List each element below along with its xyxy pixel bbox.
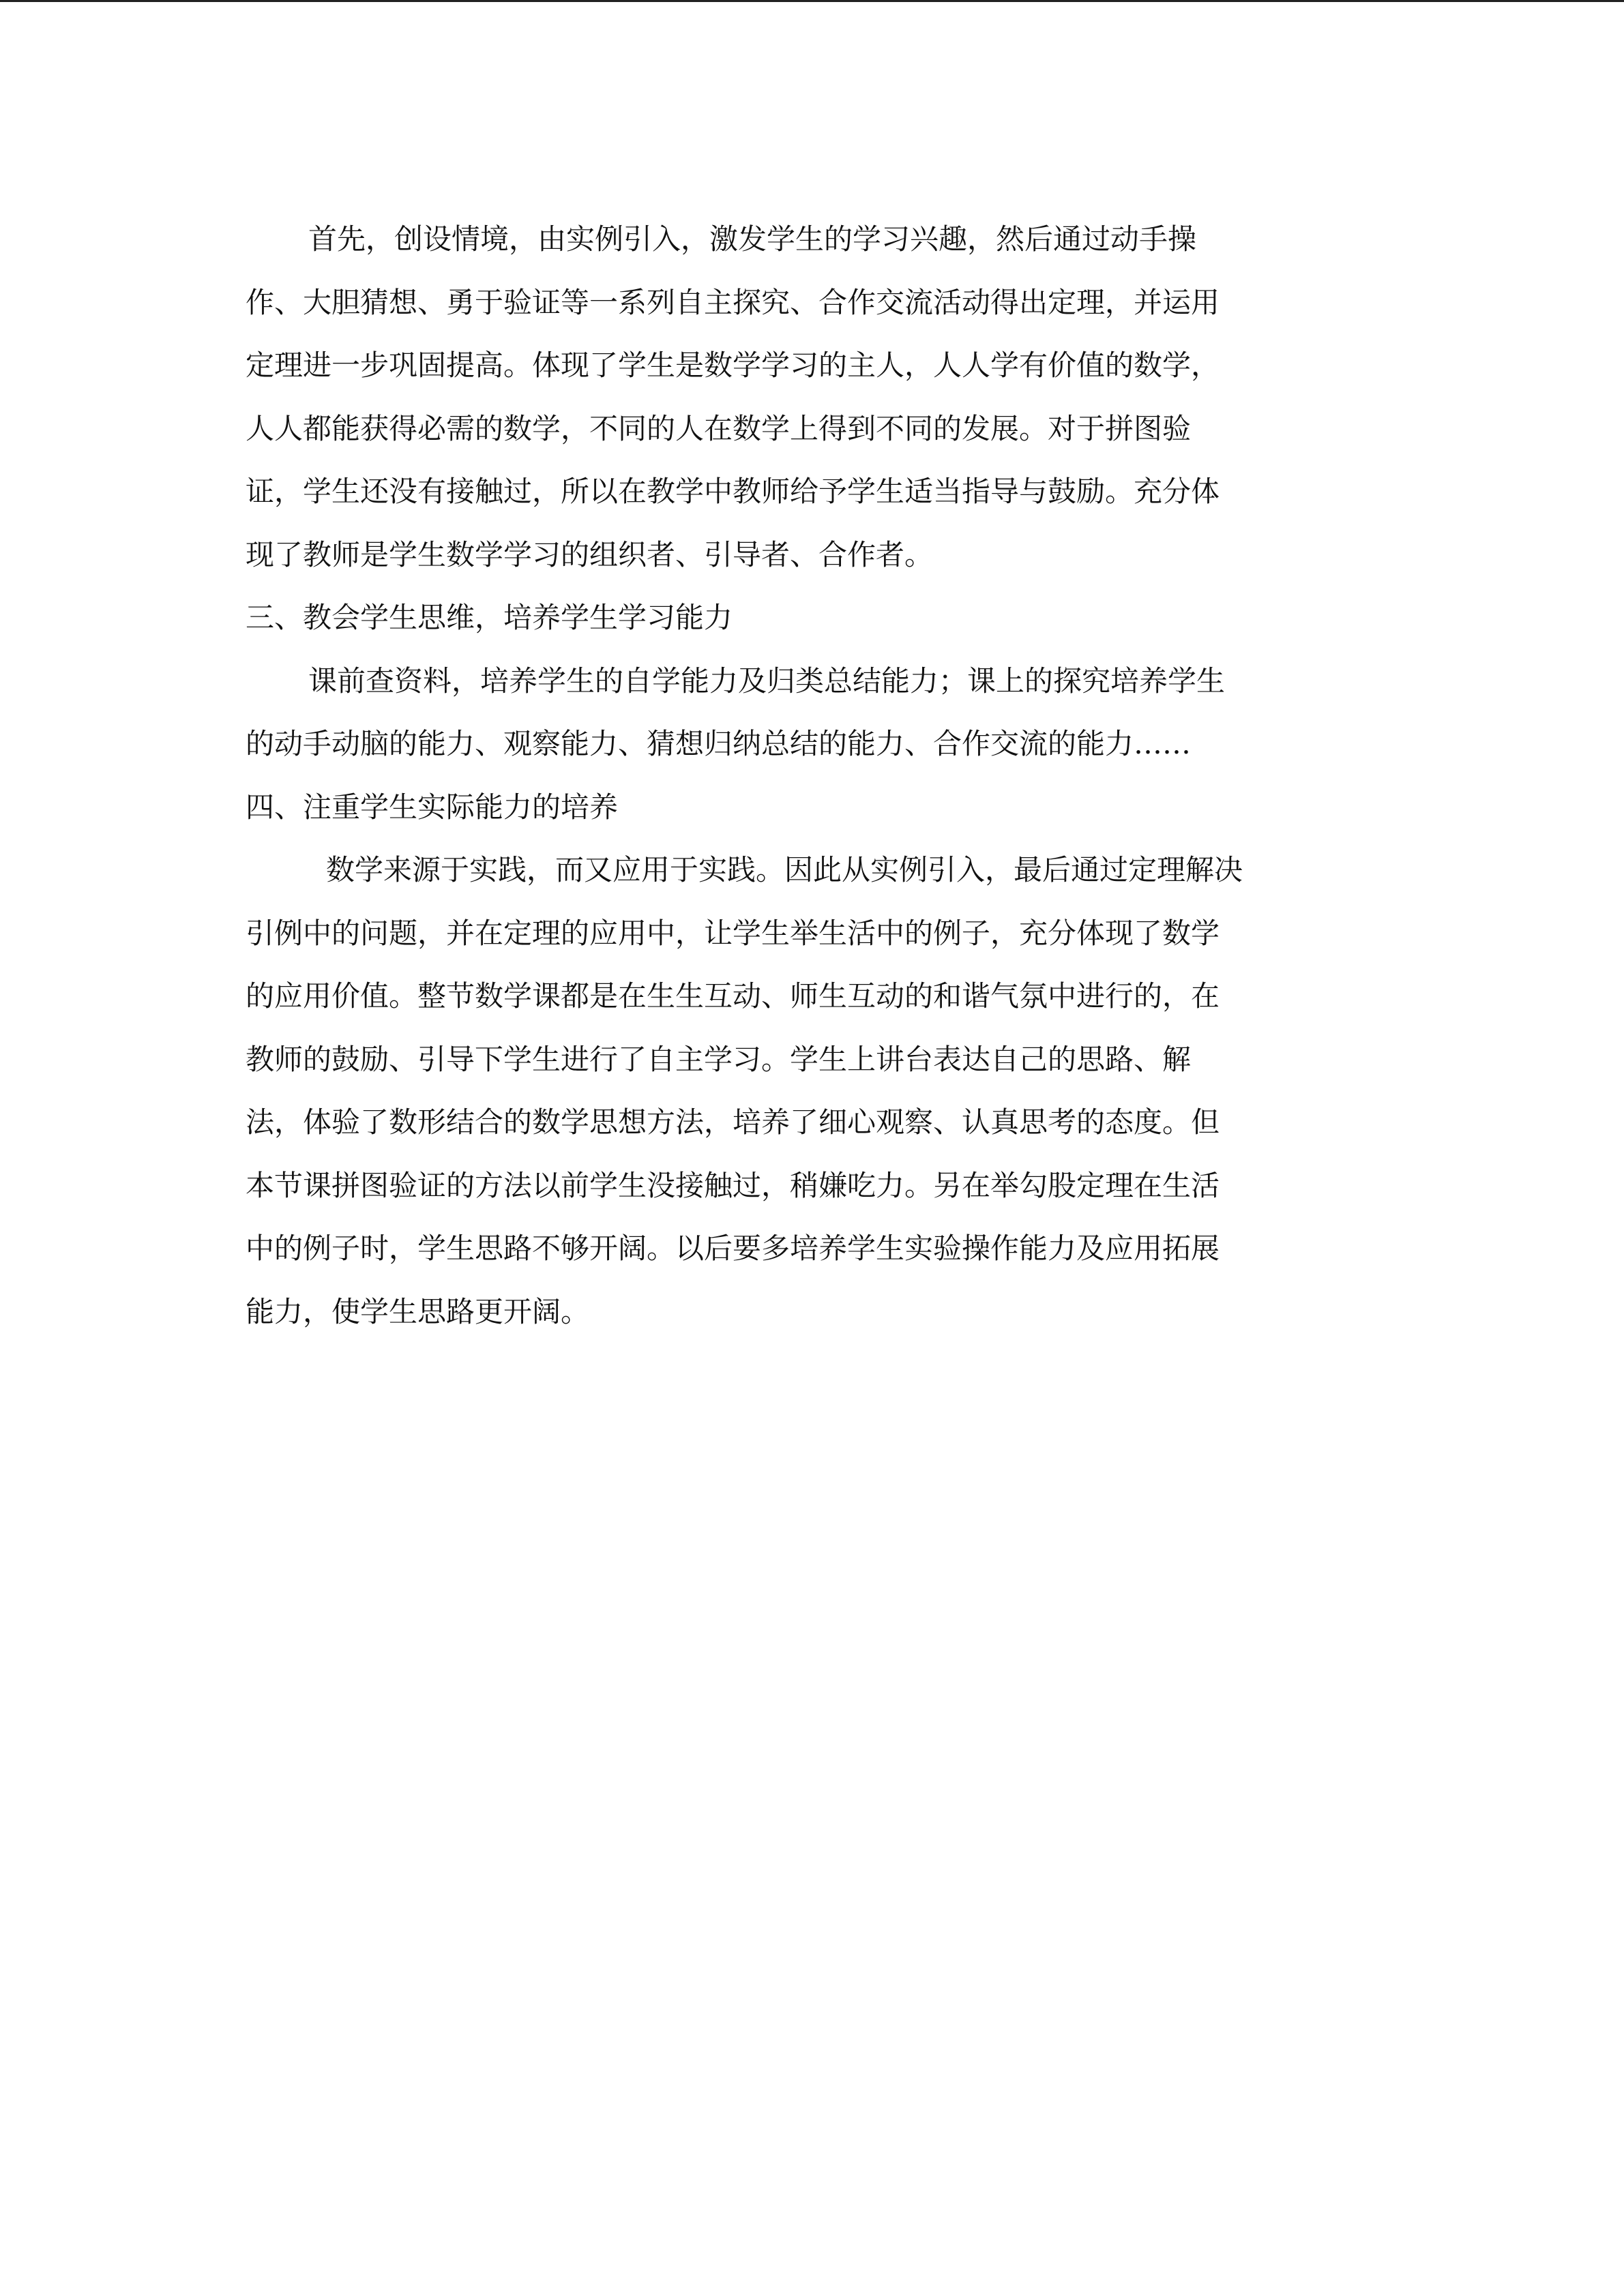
paragraph-line: 现了教师是学生数学学习的组织者、引导者、合作者。 [246, 537, 934, 571]
paragraph-line: 教师的鼓励、引导下学生进行了自主学习。学生上讲台表达自己的思路、解 [246, 1042, 1192, 1076]
paragraph-line: 定理进一步巩固提高。体现了学生是数学学习的主人，人人学有价值的数学， [246, 348, 1220, 382]
section-heading: 四、注重学生实际能力的培养 [246, 790, 619, 824]
paragraph-line: 引例中的问题，并在定理的应用中，让学生举生活中的例子，充分体现了数学 [246, 916, 1220, 950]
section-heading: 三、教会学生思维，培养学生学习能力 [246, 601, 733, 634]
paragraph-line: 的应用价值。整节数学课都是在生生互动、师生互动的和谐气氛中进行的，在 [246, 979, 1220, 1013]
paragraph-line: 的动手动脑的能力、观察能力、猜想归纳总结的能力、合作交流的能力…… [246, 727, 1192, 760]
paragraph-line: 法，体验了数形结合的数学思想方法，培养了细心观察、认真思考的态度。但 [246, 1105, 1220, 1139]
paragraph-line: 首先，创设情境，由实例引入，激发学生的学习兴趣，然后通过动手操 [308, 222, 1197, 256]
paragraph-line: 数学来源于实践，而又应用于实践。因此从实例引入，最后通过定理解决 [326, 853, 1243, 886]
paragraph-line: 中的例子时，学生思路不够开阔。以后要多培养学生实验操作能力及应用拓展 [246, 1232, 1220, 1265]
paragraph-line: 作、大胆猜想、勇于验证等一系列自主探究、合作交流活动得出定理，并运用 [246, 285, 1220, 319]
paragraph-line: 证，学生还没有接触过，所以在教学中教师给予学生适当指导与鼓励。充分体 [246, 475, 1220, 508]
paragraph-line: 本节课拼图验证的方法以前学生没接触过，稍嫌吃力。另在举勾股定理在生活 [246, 1168, 1220, 1202]
document-body [246, 208, 1391, 1343]
paragraph-line: 课前查资料，培养学生的自学能力及归类总结能力；课上的探究培养学生 [308, 664, 1226, 698]
paragraph-line: 能力，使学生思路更开阔。 [246, 1294, 590, 1328]
paragraph-line: 人人都能获得必需的数学，不同的人在数学上得到不同的发展。对于拼图验 [246, 411, 1192, 445]
